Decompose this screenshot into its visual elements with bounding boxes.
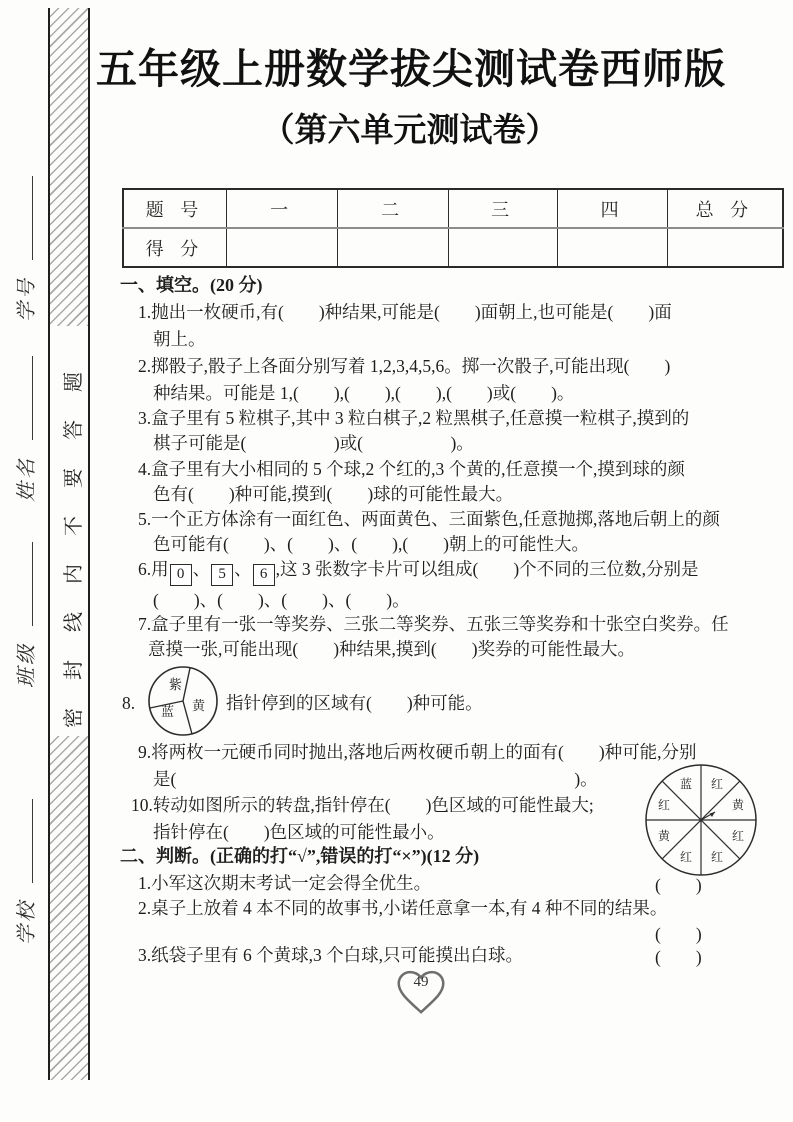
question-5-line-2: 色可能有( )、( )、( ),( )朝上的可能性大。 [153, 534, 589, 554]
question-5-line-1: 5.一个正方体涂有一面红色、两面黄色、三面紫色,任意抛掷,落地后朝上的颜 [138, 509, 720, 529]
score-table-header-cell: 题 号 [123, 189, 226, 228]
field-student-number [10, 176, 39, 322]
digit-card-0: 0 [170, 564, 192, 586]
field-label-school: 学校 [16, 899, 38, 945]
student-number-blank-line [18, 176, 33, 260]
card-separator: 、 [234, 559, 252, 579]
score-cell-empty [448, 228, 557, 267]
seal-text: 密封线内不要答题 [63, 344, 85, 728]
wheel-label-3: 红 [732, 829, 745, 843]
seal-text-rotated [50, 8, 88, 1080]
judge-question-1: 1.小军这次期末考试一定会得全优生。 [138, 873, 432, 893]
page-number-heart [392, 966, 450, 1016]
spinner-label-yellow: 黄 [192, 698, 206, 713]
question-9-suffix: )。 [574, 769, 598, 789]
judge-answer-2: ( ) [655, 924, 702, 944]
spinner-diagram [146, 664, 220, 738]
judge-question-3: 3.纸袋子里有 6 个黄球,3 个白球,只可能摸出白球。 [138, 945, 523, 965]
spinner-label-purple: 紫 [169, 677, 183, 692]
question-6-prefix: 6.用 [138, 559, 169, 579]
score-table-header-cell: 三 [448, 189, 557, 228]
score-cell-empty [226, 228, 337, 267]
wheel-label-6: 黄 [658, 829, 671, 843]
name-blank-line [18, 356, 33, 440]
question-4-line-2: 色有( )种可能,摸到( )球的可能性最大。 [153, 484, 514, 504]
field-class [10, 542, 39, 688]
question-3-line-1: 3.盒子里有 5 粒棋子,其中 3 粒白棋子,2 粒黑棋子,任意摸一粒棋子,摸到的 [138, 408, 690, 428]
section-2-heading: 二、判断。(正确的打“√”,错误的打“×”)(12 分) [120, 846, 480, 866]
question-1-line-1: 1.抛出一枚硬币,有( )种结果,可能是( )面朝上,也可能是( )面 [138, 302, 672, 322]
wheel-label-4: 红 [711, 850, 724, 864]
card-separator: 、 [192, 559, 211, 579]
field-name [10, 356, 39, 502]
score-cell-empty [558, 228, 667, 267]
seal-line-strip [48, 8, 90, 1080]
field-label-class: 班级 [16, 642, 38, 688]
wheel-pointer-icon [710, 812, 716, 817]
field-label-name: 姓名 [16, 456, 38, 502]
section-1-heading: 一、填空。(20 分) [120, 275, 263, 295]
question-7-line-2: 意摸一张,可能出现( )种结果,摸到( )奖券的可能性最大。 [148, 639, 636, 659]
score-table-score-row [123, 228, 783, 267]
judge-answer-3: ( ) [655, 947, 702, 967]
score-row-label: 得 分 [123, 228, 226, 267]
digit-card-6: 6 [253, 564, 275, 586]
field-label-student-number: 学号 [16, 276, 38, 322]
score-cell-empty [338, 228, 449, 267]
wheel-label-2: 黄 [732, 798, 745, 812]
score-table-header-cell: 二 [338, 189, 449, 228]
wheel-label-1: 红 [711, 777, 724, 791]
wheel-label-0: 蓝 [680, 777, 693, 791]
question-10-line-2: 指针停在( )色区域的可能性最小。 [153, 822, 445, 842]
spinner-label-blue: 蓝 [161, 704, 175, 719]
question-9-prefix: 是( [153, 769, 177, 789]
question-9-line-1: 9.将两枚一元硬币同时抛出,落地后两枚硬币朝上的面有( )种可能,分别 [138, 742, 697, 762]
question-2-line-2: 种结果。可能是 1,( ),( ),( ),( )或( )。 [153, 383, 575, 403]
page-title: 五年级上册数学拔尖测试卷西师版 [96, 45, 726, 93]
question-8-number: 8. [122, 693, 136, 713]
page-subtitle: （第六单元测试卷） [261, 110, 559, 149]
question-6-line-2: ( )、( )、( )、( )。 [153, 590, 410, 610]
student-info-labels-rotated [2, 120, 48, 1080]
question-7-line-1: 7.盒子里有一张一等奖券、三张二等奖券、五张三等奖券和十张空白奖券。任 [138, 614, 729, 634]
score-table-header-cell: 总 分 [667, 189, 783, 228]
question-6-tail: ,这 3 张数字卡片可以组成( )个不同的三位数,分别是 [275, 559, 699, 579]
question-9-line-2 [153, 768, 598, 791]
judge-answer-1: ( ) [655, 875, 702, 895]
score-table-header-cell: 四 [558, 189, 667, 228]
page-number: 49 [413, 974, 429, 990]
wheel-label-7: 红 [658, 798, 671, 812]
wheel-label-5: 红 [680, 850, 693, 864]
student-info-labels [2, 120, 48, 1080]
question-10-line-1: 10.转动如图所示的转盘,指针停在( )色区域的可能性最大; [131, 795, 594, 815]
field-school [10, 799, 39, 945]
question-1-line-2: 朝上。 [153, 329, 206, 349]
judge-question-2: 2.桌子上放着 4 本不同的故事书,小诺任意拿一本,有 4 种不同的结果。 [138, 898, 668, 918]
question-6-line-1 [138, 558, 699, 586]
score-table-header-cell: 一 [226, 189, 337, 228]
question-8-text: 指针停到的区域有( )种可能。 [226, 693, 483, 713]
school-blank-line [18, 799, 33, 883]
class-blank-line [18, 542, 33, 626]
digit-card-5: 5 [211, 564, 233, 586]
score-table-header-row [123, 189, 783, 228]
question-3-line-2: 棋子可能是( )或( )。 [153, 433, 474, 453]
wheel-diagram [643, 762, 759, 878]
question-2-line-1: 2.掷骰子,骰子上各面分别写着 1,2,3,4,5,6。掷一次骰子,可能出现( ) [138, 356, 671, 376]
question-4-line-1: 4.盒子里有大小相同的 5 个球,2 个红的,3 个黄的,任意摸一个,摸到球的颜 [138, 459, 685, 479]
score-table [122, 188, 784, 268]
score-cell-empty [667, 228, 783, 267]
